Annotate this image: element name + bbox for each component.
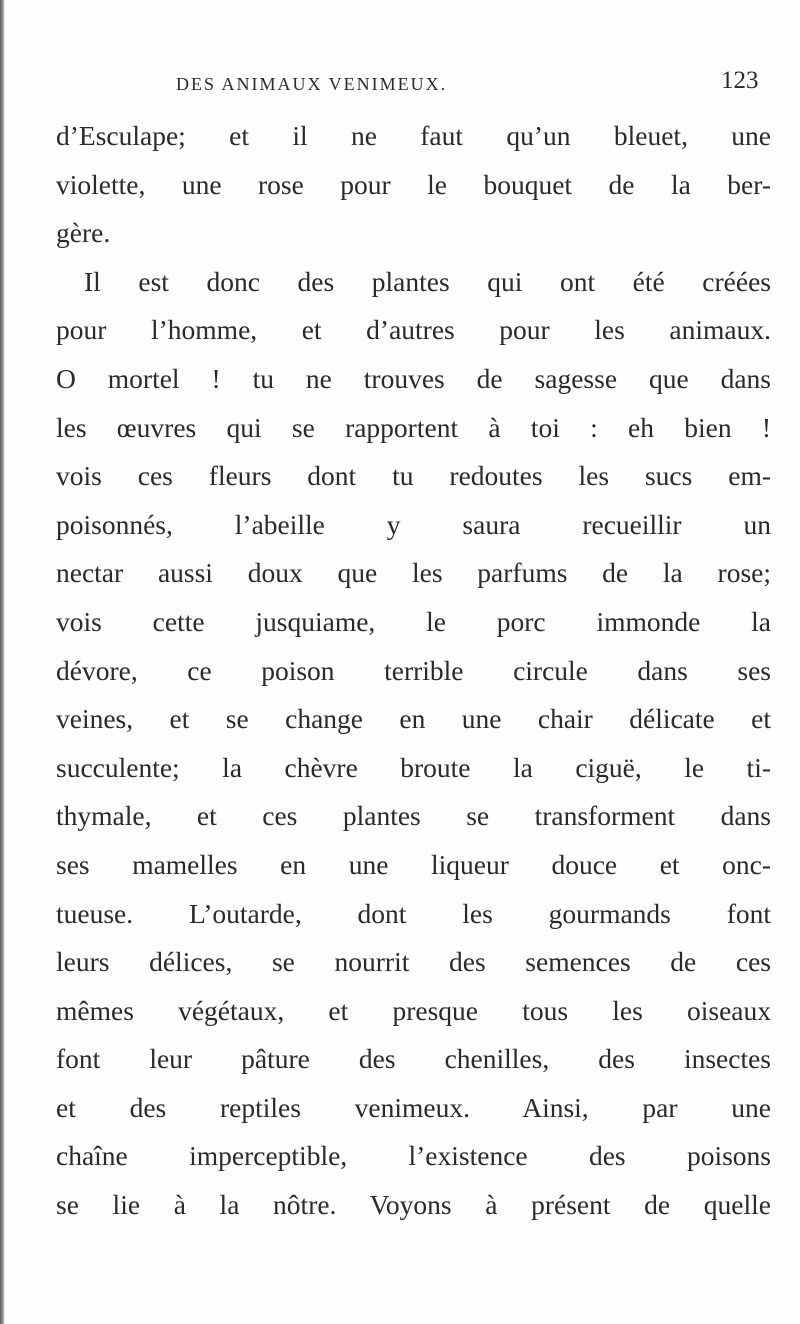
text-line: nectar aussi doux que les parfums de la rose; — [56, 557, 771, 589]
text-line: gère. — [56, 217, 111, 249]
text-line: mêmes végétaux, et presque tous les oiseaux — [56, 994, 771, 1026]
body-text — [56, 112, 771, 1230]
text-line: Il est donc des plantes qui ont été créées — [84, 265, 771, 297]
text-line: pour l’homme, et d’autres pour les animaux. — [56, 314, 771, 346]
text-line: O mortel ! tu ne trouves de sagesse que dans — [56, 362, 771, 394]
text-line: font leur pâture des chenilles, des insectes — [56, 1043, 771, 1075]
text-line: violette, une rose pour le bouquet de la ber- — [56, 168, 771, 200]
text-line: thymale, et ces plantes se transforment dans — [56, 800, 771, 832]
running-title: DES ANIMAUX VENIMEUX. — [176, 74, 448, 94]
text-line: les œuvres qui se rapportent à toi : eh bien ! — [56, 411, 771, 443]
text-line: vois ces fleurs dont tu redoutes les sucs em- — [56, 460, 771, 492]
text-line: vois cette jusquiame, le porc immonde la — [56, 605, 771, 637]
text-line: veines, et se change en une chair délicate et — [56, 703, 771, 735]
page-number: 123 — [721, 67, 759, 94]
page-binding-edge — [0, 0, 5, 1324]
text-line: d’Esculape; et il ne faut qu’un bleuet, une — [56, 120, 771, 151]
text-line: tueuse. L’outarde, dont les gourmands font — [56, 897, 771, 929]
text-line: se lie à la nôtre. Voyons à présent de quelle — [56, 1189, 771, 1221]
text-line: chaîne imperceptible, l’existence des poisons — [56, 1140, 771, 1172]
text-line: et des reptiles venimeux. Ainsi, par une — [56, 1091, 771, 1123]
text-line: ses mamelles en une liqueur douce et onc- — [56, 848, 771, 880]
text-line: succulente; la chèvre broute la ciguë, le ti- — [56, 751, 771, 783]
text-line: dévore, ce poison terrible circule dans ses — [56, 654, 771, 686]
text-line: leurs délices, se nourrit des semences de ces — [56, 946, 771, 978]
text-line: poisonnés, l’abeille y saura recueillir un — [56, 508, 771, 540]
